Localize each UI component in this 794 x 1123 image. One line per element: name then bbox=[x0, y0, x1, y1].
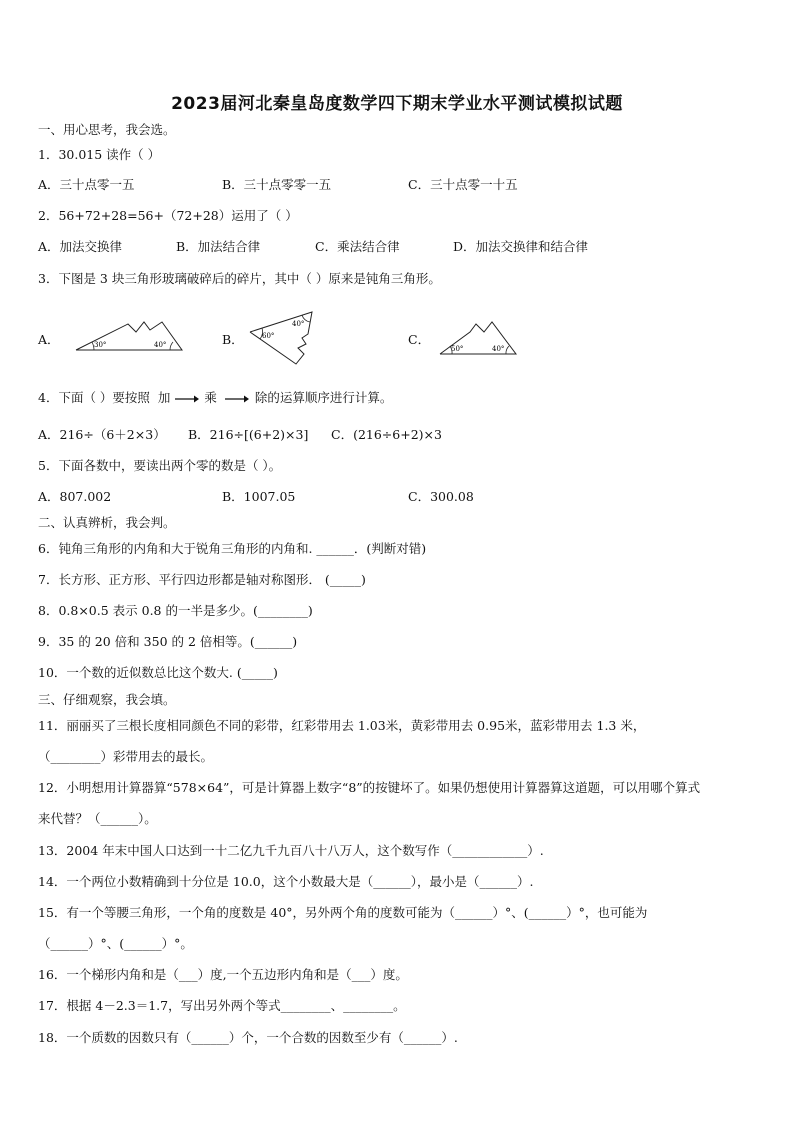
arrow-right-icon bbox=[221, 394, 251, 404]
question-5: 5．下面各数中，要读出两个零的数是（ ）。 bbox=[38, 458, 282, 473]
q5-option-b: B．1007.05 bbox=[222, 489, 296, 504]
question-10: 10．一个数的近似数总比这个数大. (_____) bbox=[38, 665, 278, 680]
question-11-line-1: 11．丽丽买了三根长度相同颜色不同的彩带，红彩带用去 1.03米，黄彩带用去 0.95米，蓝彩带用去 1.3 米， bbox=[38, 718, 646, 733]
q3-triangle-fragment-c bbox=[436, 316, 520, 358]
q3-c-angle-right: 40° bbox=[492, 345, 505, 353]
arrow-right-icon bbox=[174, 394, 200, 404]
question-15-line-1: 15．有一个等腰三角形，一个角的度数是 40°，另外两个角的度数可能为（______）°、(______）°，也可能为 bbox=[38, 905, 648, 920]
question-8: 8．0.8×0.5 表示 0.8 的一半是多少。(________) bbox=[38, 603, 313, 618]
q4-op-add: 加 bbox=[157, 390, 171, 405]
q3-a-angle-right: 40° bbox=[154, 341, 167, 349]
q4-option-b: B．216÷[(6+2)×3] bbox=[188, 427, 309, 442]
question-11-line-2: （________）彩带用去的最长。 bbox=[38, 749, 214, 764]
q4-op-multiply: 乘 bbox=[204, 390, 217, 405]
q4-suffix: 除的运算顺序进行计算。 bbox=[254, 390, 393, 405]
question-4 bbox=[38, 390, 392, 406]
section-3-heading: 三、仔细观察，我会填。 bbox=[38, 692, 176, 707]
q3-triangle-fragment-b bbox=[246, 308, 318, 368]
page-title: 2023届河北秦皇岛度数学四下期末学业水平测试模拟试题 bbox=[171, 94, 623, 114]
q3-c-angle-left: 50° bbox=[451, 345, 464, 353]
q2-option-a: A．加法交换律 bbox=[38, 239, 123, 254]
question-9: 9．35 的 20 倍和 350 的 2 倍相等。(______) bbox=[38, 634, 298, 649]
question-14: 14．一个两位小数精确到十分位是 10.0，这个小数最大是（______），最小是（______）. bbox=[38, 874, 534, 889]
question-13: 13．2004 年末中国人口达到一十二亿九千九百八十八万人，这个数写作（____________）. bbox=[38, 843, 544, 858]
question-16: 16．一个梯形内角和是（___）度,一个五边形内角和是（___）度。 bbox=[38, 967, 408, 982]
q3-b-angle-right: 40° bbox=[292, 320, 305, 328]
q3-a-angle-left: 30° bbox=[94, 341, 107, 349]
section-1-heading: 一、用心思考，我会选。 bbox=[38, 122, 176, 137]
q4-option-c: C．(216÷6+2)×3 bbox=[331, 427, 442, 442]
q3-option-a: A． bbox=[38, 332, 60, 347]
question-1: 1．30.015 读作（ ） bbox=[38, 147, 161, 162]
q2-option-b: B．加法结合律 bbox=[176, 239, 261, 254]
question-6: 6．钝角三角形的内角和大于锐角三角形的内角和. ______．(判断对错) bbox=[38, 541, 427, 556]
q5-option-c: C．300.08 bbox=[408, 489, 474, 504]
q3-b-angle-left: 60° bbox=[262, 332, 275, 340]
question-15-line-2: （______）°、(______）°。 bbox=[38, 936, 193, 951]
question-17: 17．根据 4－2.3＝1.7，写出另外两个等式________、________。 bbox=[38, 998, 406, 1013]
q1-option-c: C．三十点零一十五 bbox=[408, 177, 518, 192]
question-2: 2．56+72+28=56+（72+28）运用了（ ） bbox=[38, 208, 298, 223]
question-3: 3．下图是 3 块三角形玻璃破碎后的碎片，其中（ ）原来是钝角三角形。 bbox=[38, 271, 441, 286]
q3-triangle-fragment-a bbox=[70, 316, 188, 356]
question-12-line-1: 12．小明想用计算器算“578×64”，可是计算器上数字“8”的按键坏了。如果仍想使用计算器算这道题，可以用哪个算式 bbox=[38, 780, 701, 795]
question-7: 7．长方形、正方形、平行四边形都是轴对称图形． (_____) bbox=[38, 572, 366, 587]
q2-option-d: D．加法交换律和结合律 bbox=[453, 239, 589, 254]
q1-option-b: B．三十点零零一五 bbox=[222, 177, 332, 192]
q4-option-a: A．216÷（6＋2×3） bbox=[38, 427, 166, 442]
q2-option-c: C．乘法结合律 bbox=[315, 239, 400, 254]
question-18: 18．一个质数的因数只有（______）个，一个合数的因数至少有（______）. bbox=[38, 1030, 458, 1045]
q3-option-c: C． bbox=[408, 332, 431, 347]
q5-option-a: A．807.002 bbox=[38, 489, 112, 504]
question-12-line-2: 来代替？（______）。 bbox=[38, 811, 157, 826]
q3-option-b: B． bbox=[222, 332, 244, 347]
q4-prefix: 4．下面（ ）要按照 bbox=[38, 390, 150, 405]
q1-option-a: A．三十点零一五 bbox=[38, 177, 135, 192]
section-2-heading: 二、认真辨析，我会判。 bbox=[38, 515, 176, 530]
